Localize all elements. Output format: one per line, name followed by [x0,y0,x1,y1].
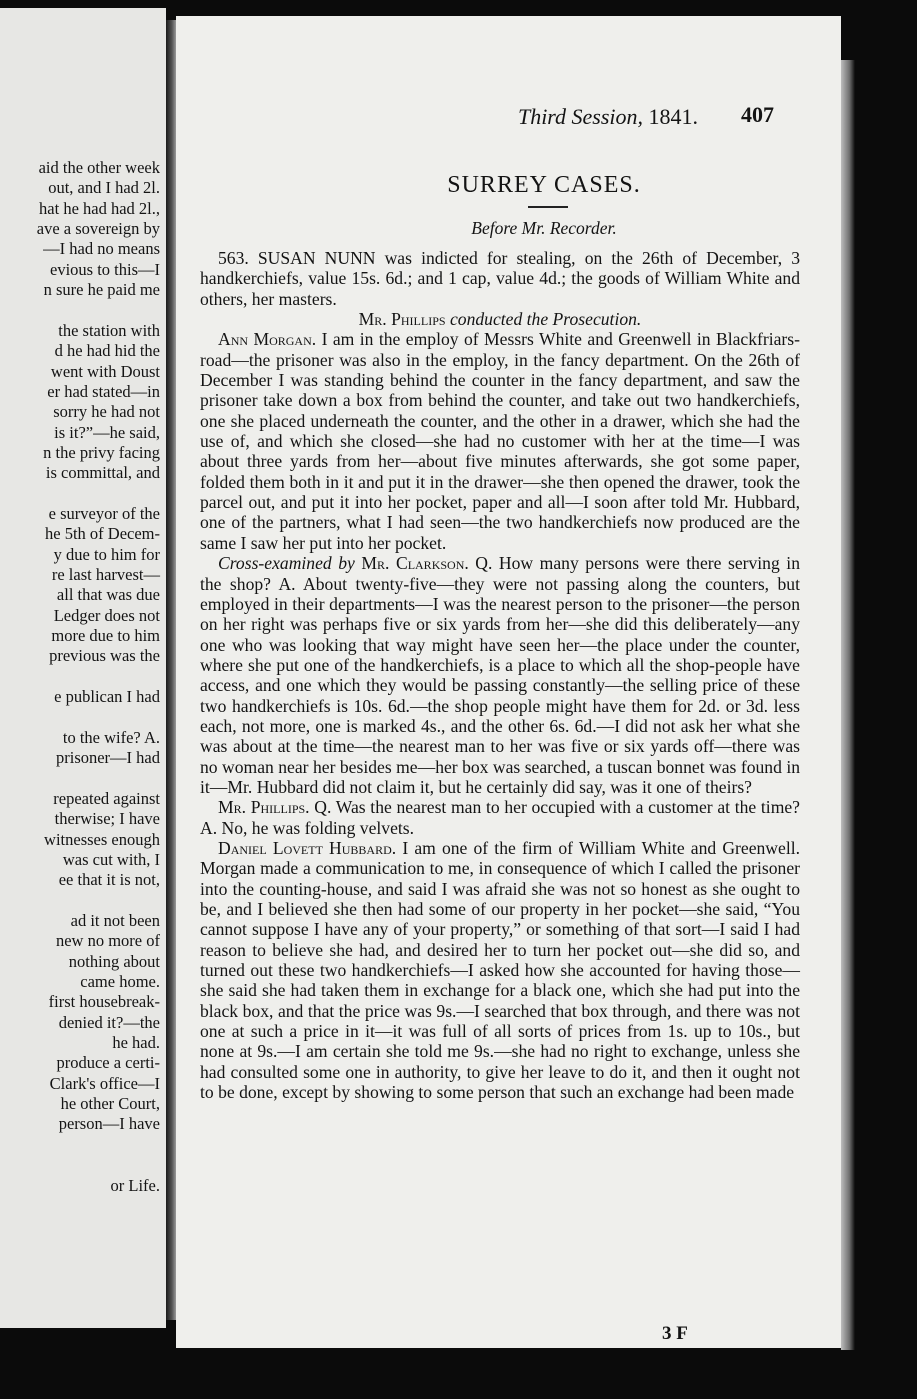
court-line: Before Mr. Recorder. [471,218,617,238]
facing-page-line: er had stated—in [47,381,160,401]
facing-page-line: came home. [80,972,160,991]
facing-page-line: ee that it is not, [58,870,160,890]
facing-page-line: y due to him for [53,544,160,564]
facing-page-line: —I had no means [43,239,160,259]
facing-page-line: evious to this—I [50,259,160,279]
facing-page-line: denied it?—the [58,1012,160,1032]
indictment-paragraph: 563. SUSAN NUNN was indicted for stealing, on the 26th of December, 3 handkerchiefs, value 15s. 6d.; and 1 cap, value 4d.; the goods of William White and others, her masters. [200,248,800,309]
facing-page-line: Ledger does not [53,605,160,625]
running-head: Third Session, 1841. [517,104,699,129]
signature-mark: 3 F [662,1323,688,1344]
page-edge-shadow [841,60,855,1350]
facing-page-line: he 5th of Decem- [45,524,160,544]
facing-page-line: n sure he paid me [43,280,160,300]
facing-page-line: more due to him [51,626,160,646]
witness-name: Daniel Lovett Hubbard. [218,837,397,858]
testimony-ann-morgan: Ann Morgan. I am in the employ of Messrs White and Greenwell in Blackfriars-road—the prisoner was also in the employ, in the fancy department. On the 26th of December I was standing behind the counter in the fancy department, and saw the prisoner take down a box from behind the counter, and take out two handkerchiefs, one she placed underneath the counter, and the other in a drawer, which she had the use of, and which she closed—she had no customer with her at the time—I was about three yards from her—about five minutes afterwards, she got some paper, folded them both in it and put it in the drawer—she then opened the drawer, took the parcel out, and put it into her pocket, paper and all—I soon after told Mr. Hubbard, one of the partners, what I had seen—the two handkerchiefs now produced are the same I saw her put into her pocket. [200,329,800,553]
facing-page-line: ad it not been [70,910,160,930]
facing-page-line: n the privy facing [43,442,160,462]
facing-page-line: new no more of [55,931,160,951]
facing-page-line: is committal, and [45,463,160,483]
facing-page-fragment [0,8,166,1328]
facing-page-line: person—I have [58,1114,160,1134]
facing-page-line: Clark's office—I [49,1073,160,1093]
cross-examination: Cross-examined by Mr. Clarkson. Q. How many persons were there serving in the shop? A. About twenty-five—they were not passing along the counters, but employed in their departments—I was the nearest person to the prisoner—the person on her right was perhaps five or six yards from her—she did this deliberately—any one who was looking that way might have seen her—the place under the counter, where she put one of the handkerchiefs, is a place to which all the shop-people have access, and one which they would be passing constantly—the selling price of these two handkerchiefs is 10s. 6d.—the shop people might have them for 2d. or 3d. less each, not more, one is marked 4s., and the other 6s. 6d.—I did not ask her what she was about at the time—the nearest man to her was five or six yards off—there was no woman near her besides me—her box was searched, a tuscan bonnet was found in it—Mr. Hubbard did not claim it, but he certainly did say, was it one of theirs? [200,553,800,797]
testimony-daniel-hubbard: Daniel Lovett Hubbard. I am one of the firm of William White and Greenwell. Morgan made a communication to me, in consequence of which I called the prisoner into the counting-house, and said I was afraid she was not so honest as she ought to be, and I believed she then had some of our property in her pocket—she said, “You cannot suppose I have any of your property,” or something of that sort—I said I had reason to believe she had, and desired her to turn her pocket out—she did so, and turned out these two handkerchiefs—I asked how she accounted for having those—she said she had taken them in exchange for a black one, which she had put into the black box, and that the price was 9s.—I searched that box through, and there was not one at such a price in it—it was full of all sorts of prices from 1s. up to 10s., but none at 9s.—I am certain she told me 9s.—she had no right to exchange, unless she had consulted some one in authority, to give her leave to do it, and then it ought not to be done, except by showing to some person that such an exchange had been made [200,837,800,1103]
facing-page-line: previous was the [49,646,160,666]
facing-page-line: nothing about [68,951,160,971]
facing-page-line: is it?”—he said, [54,422,160,442]
facing-page-line: e surveyor of the [48,503,160,523]
case-text [200,248,800,1102]
facing-page-line: he had. [112,1033,160,1053]
facing-page-line: prisoner—I had [55,748,160,768]
prosecution-note: Mr. Phillips conducted the Prosecution. [358,309,642,330]
facing-page-line: witnesses enough [44,829,160,849]
facing-page-line: went with Doust [50,361,160,381]
section-title: SURREY CASES. [447,172,641,198]
facing-page-line: therwise; I have [54,809,160,829]
page-407 [176,16,841,1348]
facing-page-line: repeated against [53,788,160,808]
facing-page-line: d he had hid the [54,341,160,361]
facing-page-line: e publican I had [54,687,160,707]
facing-page-line: to the wife? A. [62,727,160,747]
facing-page-line: ave a sovereign by [36,219,160,239]
page-number: 407 [741,102,774,127]
facing-page-line: the station with [58,320,160,340]
title-rule [528,206,568,208]
facing-page-line: or Life. [110,1175,160,1195]
facing-page-line: he other Court, [60,1094,160,1114]
facing-page-line: all that was due [56,585,160,605]
re-examination: Mr. Phillips. Q. Was the nearest man to her occupied with a customer at the time? A. No, he was folding velvets. [200,797,800,838]
facing-page-line: first housebreak- [48,992,160,1012]
facing-page-line: aid the other week [38,158,160,177]
facing-page-line: re last harvest— [51,565,160,584]
facing-page-line: sorry he had not [53,402,160,422]
facing-page-line: out, and I had 2l. [48,178,160,198]
witness-name: Ann Morgan. [218,329,317,350]
facing-page-line: hat he had had 2l., [39,198,160,218]
book-gutter [166,20,176,1320]
facing-page-line: was cut with, I [62,849,160,869]
facing-page-line: produce a certi- [56,1053,160,1073]
